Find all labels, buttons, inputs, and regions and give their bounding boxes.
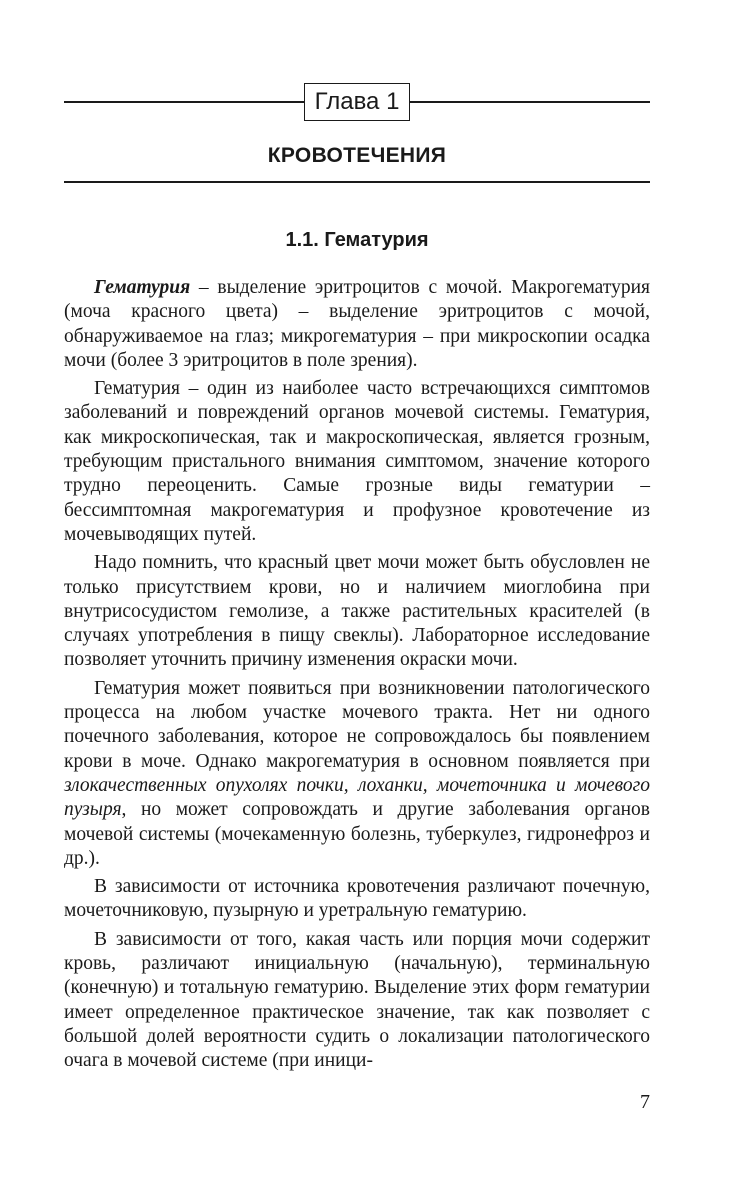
paragraph-3: Надо помнить, что красный цвет мочи может быть обусловлен не только присутствием крови, но и наличием миоглобина при внутрисосудистом гемолизе, а также растительных красителей (в случаях употребления в пищу свеклы). Лабораторное исследование позволяет уточнить причину изменения окраски мочи. [64,552,650,671]
chapter-rule-right [410,101,650,103]
paragraph-4-after: , но может сопровождать и другие заболевания органов мочевой системы (мочекаменную болезнь, туберкулез, гидронефроз и др.). [64,799,650,869]
chapter-header [64,83,650,121]
section-title: 1.1. Гематурия [285,229,429,251]
paragraph-1 [64,276,650,373]
chapter-title-rule [64,181,650,183]
paragraph-1-text: – выделение эритроцитов с мочой. Макрогематурия (моча красного цвета) – выделение эритроцитов с мочой, обнаруживаемое на глаз; микрогематурия – при микроскопии осадка мочи (более 3 эритроцитов в поле зрения). [64,277,650,371]
term-hematuria: Гематурия [94,277,191,298]
chapter-rule-left [64,101,304,103]
paragraph-5: В зависимости от источника кровотечения различают почечную, мочеточниковую, пузырную и уретральную гематурию. [64,876,650,922]
paragraph-2: Гематурия – один из наиболее часто встречающихся симптомов заболеваний и повреждений органов мочевой системы. Гематурия, как микроскопическая, так и макроскопическая, является грозным, требующим пристального внимания симптомом, значение которого трудно переоценить. Самые грозные виды гематурии – бессимптомная макрогематурия и профузное кровотечение из мочевыводящих путей. [64,378,650,545]
paragraph-4 [64,677,650,871]
paragraph-4-italic: злокачественных опухолях почки, лоханки, мочеточника и мочевого пузыря [64,774,650,821]
chapter-label: Глава 1 [304,83,410,121]
body-text [64,276,650,1074]
paragraph-6: В зависимости от того, какая часть или порция мочи содержит кровь, различают инициальную (начальную), терминальную (конечную) и тотальную гематурию. Выделение этих форм гематурии имеет определенное практическое значение, так как позволяет с большой долей вероятности судить о локализации патологического очага в мочевой системе (при иници- [64,928,650,1072]
page-number: 7 [640,1091,650,1113]
paragraph-4-before: Гематурия может появиться при возникновении патологического процесса на любом участке мочевого тракта. Нет ни одного почечного заболевания, которое не сопровождалось бы появлением крови в моче. Однако макрогематурия в основном появляется при [64,677,650,772]
chapter-title: КРОВОТЕЧЕНИЯ [267,144,447,167]
